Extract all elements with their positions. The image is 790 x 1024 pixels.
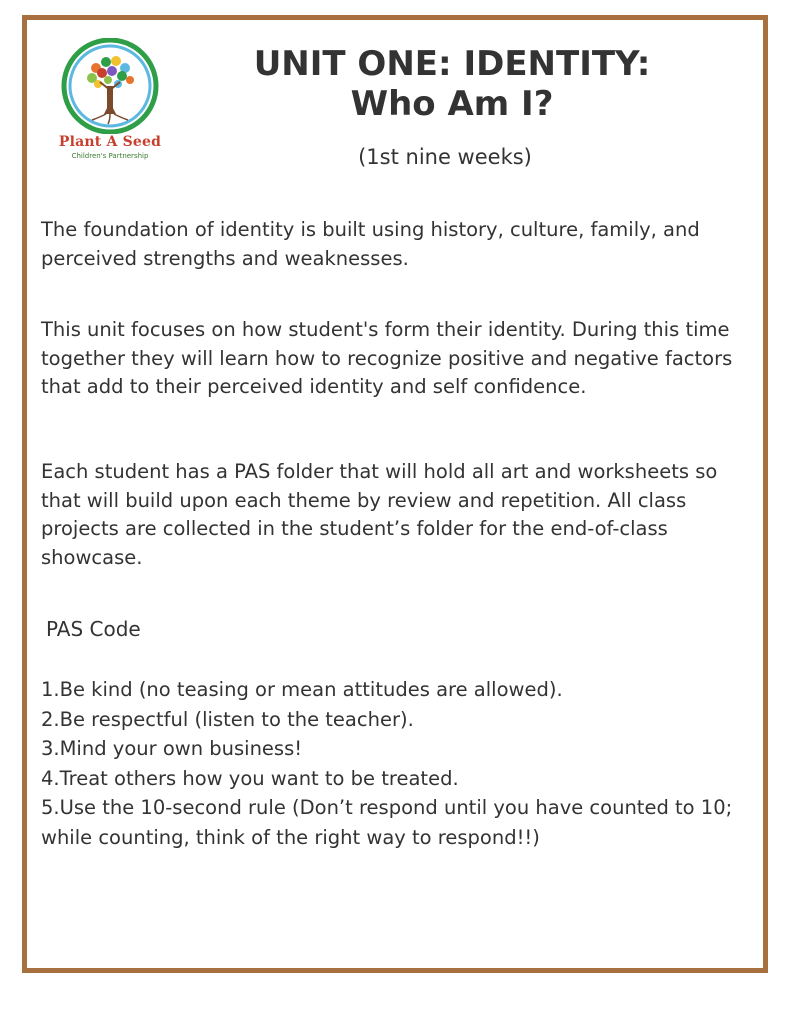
- pas-code-rule: 2.Be respectful (listen to the teacher).: [41, 707, 414, 731]
- unit-focus-paragraph: This unit focuses on how student's form their identity. During this time together they will learn how to recognize positive and negative factors that add to their perceived identity and self confidence.: [41, 318, 733, 399]
- intro-paragraph: The foundation of identity is built using history, culture, family, and perceived strengths and weaknesses.: [41, 218, 700, 270]
- pas-code-rule: 5.Use the 10-second rule (Don’t respond until you have counted to 10; while counting, think of the right way to respond!!): [41, 796, 733, 849]
- logo-name: Plant A Seed: [58, 134, 162, 150]
- tree-logo-icon: [52, 38, 168, 134]
- page-title: [210, 44, 694, 124]
- pas-code-rule: 3.Mind your own business!: [41, 737, 303, 761]
- title-line-2: Who Am I?: [350, 84, 554, 124]
- pas-code-rule: 1.Be kind (no teasing or mean attitudes are allowed).: [41, 678, 563, 701]
- pas-code-heading: PAS Code: [46, 617, 141, 641]
- plant-a-seed-logo: [52, 38, 168, 166]
- logo-subtitle: Children's Partnership: [71, 152, 149, 160]
- pas-code-rule: 4.Treat others how you want to be treated.: [41, 766, 459, 790]
- page-subtitle: (1st nine weeks): [358, 145, 532, 169]
- pas-code-list: [41, 675, 741, 853]
- title-line-1: UNIT ONE: IDENTITY:: [253, 44, 651, 84]
- folder-paragraph: Each student has a PAS folder that will hold all art and worksheets so that will build upon each theme by review and repetition. All class projects are collected in the student’s folder for the end-of-class showcase.: [41, 460, 718, 569]
